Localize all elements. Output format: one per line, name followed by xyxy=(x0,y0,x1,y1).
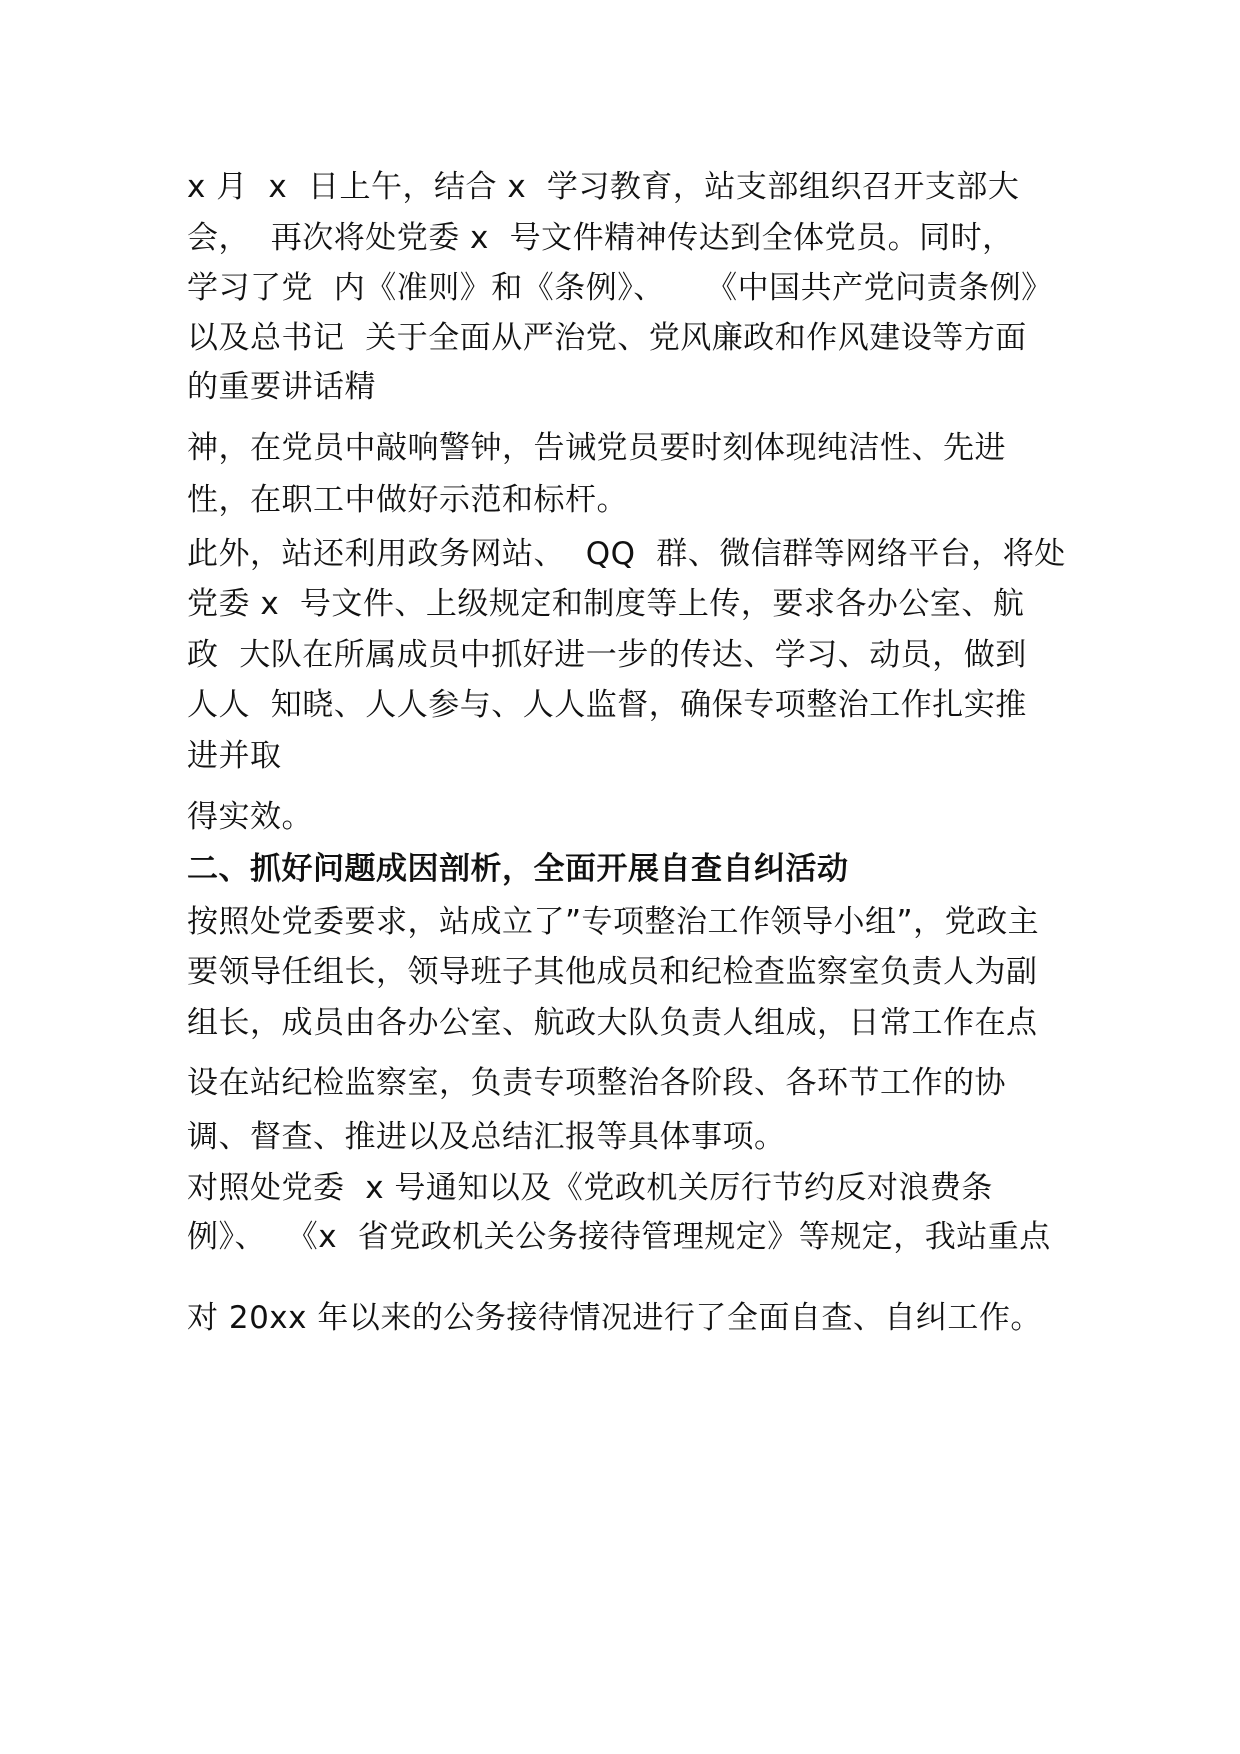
paragraph-line: 设在站纪检监察室，负责专项整治各阶段、各环节工作的协 xyxy=(187,1065,1006,1101)
paragraph-line: 进并取 xyxy=(187,738,282,774)
paragraph-line: 党委 x 号文件、上级规定和制度等上传，要求各办公室、航 xyxy=(187,586,1025,622)
paragraph-line: 以及总书记 关于全面从严治党、党风廉政和作风建设等方面 xyxy=(187,320,1027,356)
paragraph-line: 会， 再次将处党委 x 号文件精神传达到全体党员。同时， xyxy=(187,220,1014,256)
paragraph-line: 此外，站还利用政务网站、 QQ 群、微信群等网络平台，将处 xyxy=(187,536,1066,572)
section-heading: 二、抓好问题成因剖析，全面开展自查自纠活动 xyxy=(187,851,849,887)
paragraph-line: 性，在职工中做好示范和标杆。 xyxy=(187,482,628,518)
paragraph-line: 人人 知晓、人人参与、人人监督，确保专项整治工作扎实推 xyxy=(187,687,1027,723)
paragraph-line: 学习了党 内《准则》和《条例》、 《中国共产党问责条例》 xyxy=(187,270,1053,306)
paragraph-line: x 月 x 日上午，结合 x 学习教育，站支部组织召开支部大 xyxy=(187,169,1020,205)
paragraph-line: 调、督查、推进以及总结汇报等具体事项。 xyxy=(187,1119,786,1155)
paragraph-line: 政 大队在所属成员中抓好进一步的传达、学习、动员，做到 xyxy=(187,637,1027,673)
paragraph-line: 例》、 《x 省党政机关公务接待管理规定》等规定，我站重点 xyxy=(187,1219,1051,1255)
paragraph-line: 神，在党员中敲响警钟，告诫党员要时刻体现纯洁性、先进 xyxy=(187,430,1006,466)
paragraph-line: 按照处党委要求，站成立了”专项整治工作领导小组”，党政主 xyxy=(187,904,1040,940)
paragraph-line: 得实效。 xyxy=(187,799,313,835)
paragraph-line: 对 20xx 年以来的公务接待情况进行了全面自查、自纠工作。 xyxy=(187,1300,1042,1336)
paragraph-line: 组长，成员由各办公室、航政大队负责人组成，日常工作在点 xyxy=(187,1005,1038,1041)
paragraph-line: 的重要讲话精 xyxy=(187,369,376,405)
paragraph-line: 对照处党委 x 号通知以及《党政机关厉行节约反对浪费条 xyxy=(187,1170,993,1206)
paragraph-line: 要领导任组长，领导班子其他成员和纪检查监察室负责人为副 xyxy=(187,954,1038,990)
